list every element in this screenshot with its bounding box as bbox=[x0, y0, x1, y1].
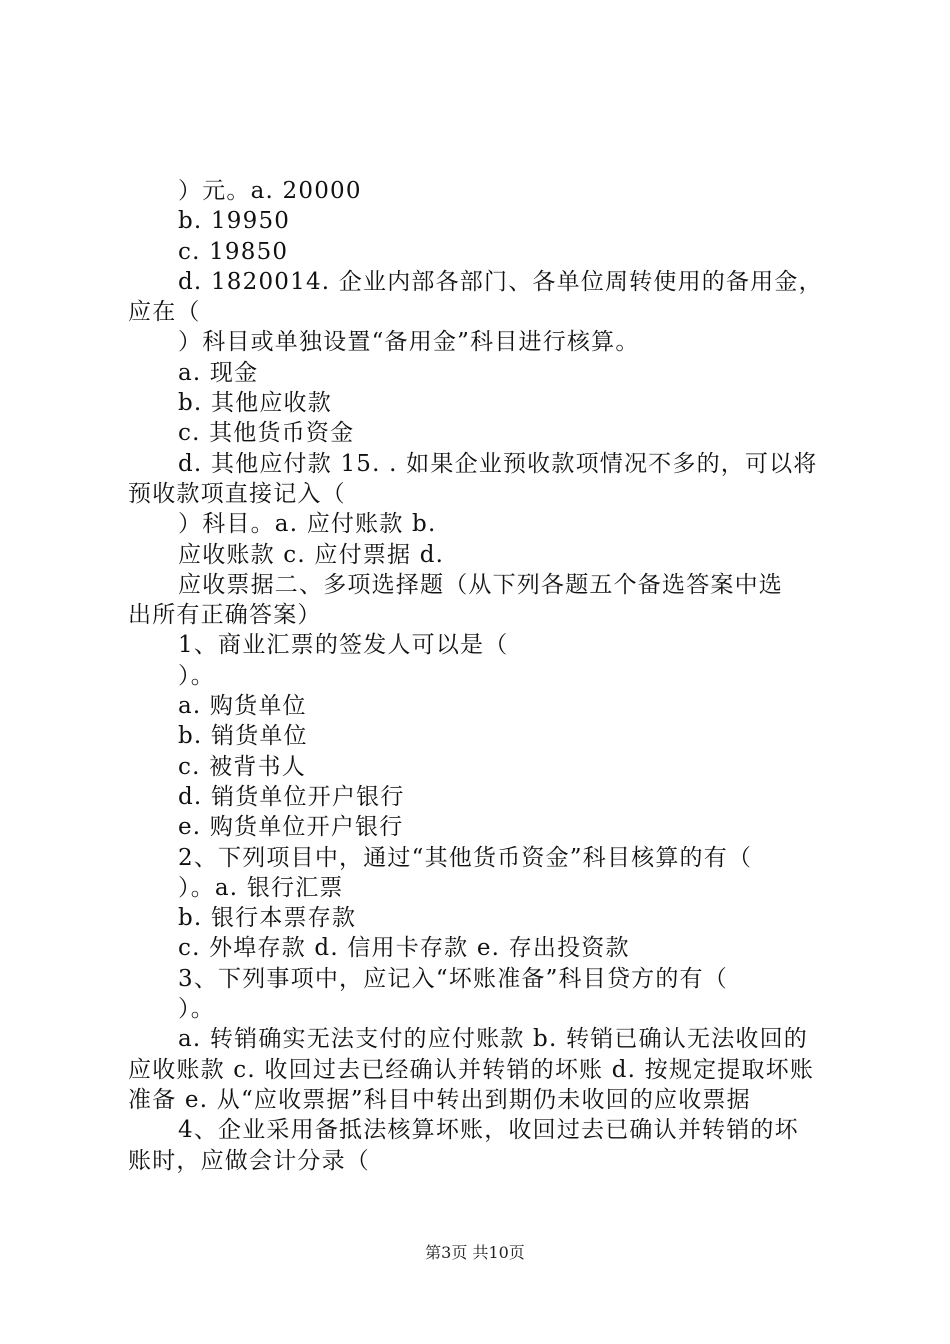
text-line: b. 销货单位 bbox=[178, 723, 308, 750]
text-line: c. 19850 bbox=[178, 238, 289, 265]
document-body bbox=[128, 176, 834, 1176]
text-line: 2、下列项目中，通过“其他货币资金”科目核算的有（ bbox=[178, 844, 753, 871]
text-line: 应收票据二、多项选择题（从下列各题五个备选答案中选 bbox=[178, 571, 783, 598]
text-line: 1、商业汇票的签发人可以是（ bbox=[178, 632, 509, 659]
text-line: 应收账款 c. 收回过去已经确认并转销的坏账 d. 按规定提取坏账 bbox=[128, 1056, 815, 1083]
text-line: ）。 bbox=[178, 662, 215, 689]
text-line: c. 被背书人 bbox=[178, 753, 306, 780]
text-line: 出所有正确答案） bbox=[128, 602, 322, 629]
text-line: a. 转销确实无法支付的应付账款 b. 转销已确认无法收回的 bbox=[178, 1026, 808, 1053]
text-line: d. 1820014. 企业内部各部门、各单位周转使用的备用金， bbox=[178, 268, 823, 295]
text-line: 应收账款 c. 应付票据 d. bbox=[178, 541, 445, 568]
text-line: 4、企业采用备抵法核算坏账，收回过去已确认并转销的坏 bbox=[178, 1117, 799, 1144]
text-line: 应在（ bbox=[128, 299, 201, 326]
text-line: b. 其他应收款 bbox=[178, 390, 332, 417]
text-line: a. 现金 bbox=[178, 359, 259, 386]
text-line: 3、下列事项中，应记入“坏账准备”科目贷方的有（ bbox=[178, 965, 728, 992]
text-line: c. 外埠存款 d. 信用卡存款 e. 存出投资款 bbox=[178, 935, 630, 962]
text-line: ）。 bbox=[178, 996, 215, 1023]
text-line: ）元。a. 20000 bbox=[178, 178, 362, 204]
text-line: e. 购货单位开户银行 bbox=[178, 814, 404, 841]
text-line: ）科目。a. 应付账款 b. bbox=[178, 511, 437, 538]
text-line: d. 销货单位开户银行 bbox=[178, 783, 405, 810]
text-line: ）。a. 银行汇票 bbox=[178, 874, 344, 901]
text-line: 账时，应做会计分录（ bbox=[128, 1147, 370, 1174]
text-line: ）科目或单独设置“备用金”科目进行核算。 bbox=[178, 329, 640, 356]
text-line: c. 其他货币资金 bbox=[178, 420, 355, 447]
text-line: d. 其他应付款 15. . 如果企业预收款项情况不多的，可以将 bbox=[178, 450, 818, 477]
text-line: b. 19950 bbox=[178, 208, 291, 235]
page-footer: 第3页 共10页 bbox=[425, 1243, 525, 1262]
text-line: 准备 e. 从“应收票据”科目中转出到期仍未收回的应收票据 bbox=[128, 1086, 751, 1113]
text-line: a. 购货单位 bbox=[178, 693, 307, 720]
text-line: 预收款项直接记入（ bbox=[128, 480, 346, 507]
text-line: b. 银行本票存款 bbox=[178, 905, 357, 932]
